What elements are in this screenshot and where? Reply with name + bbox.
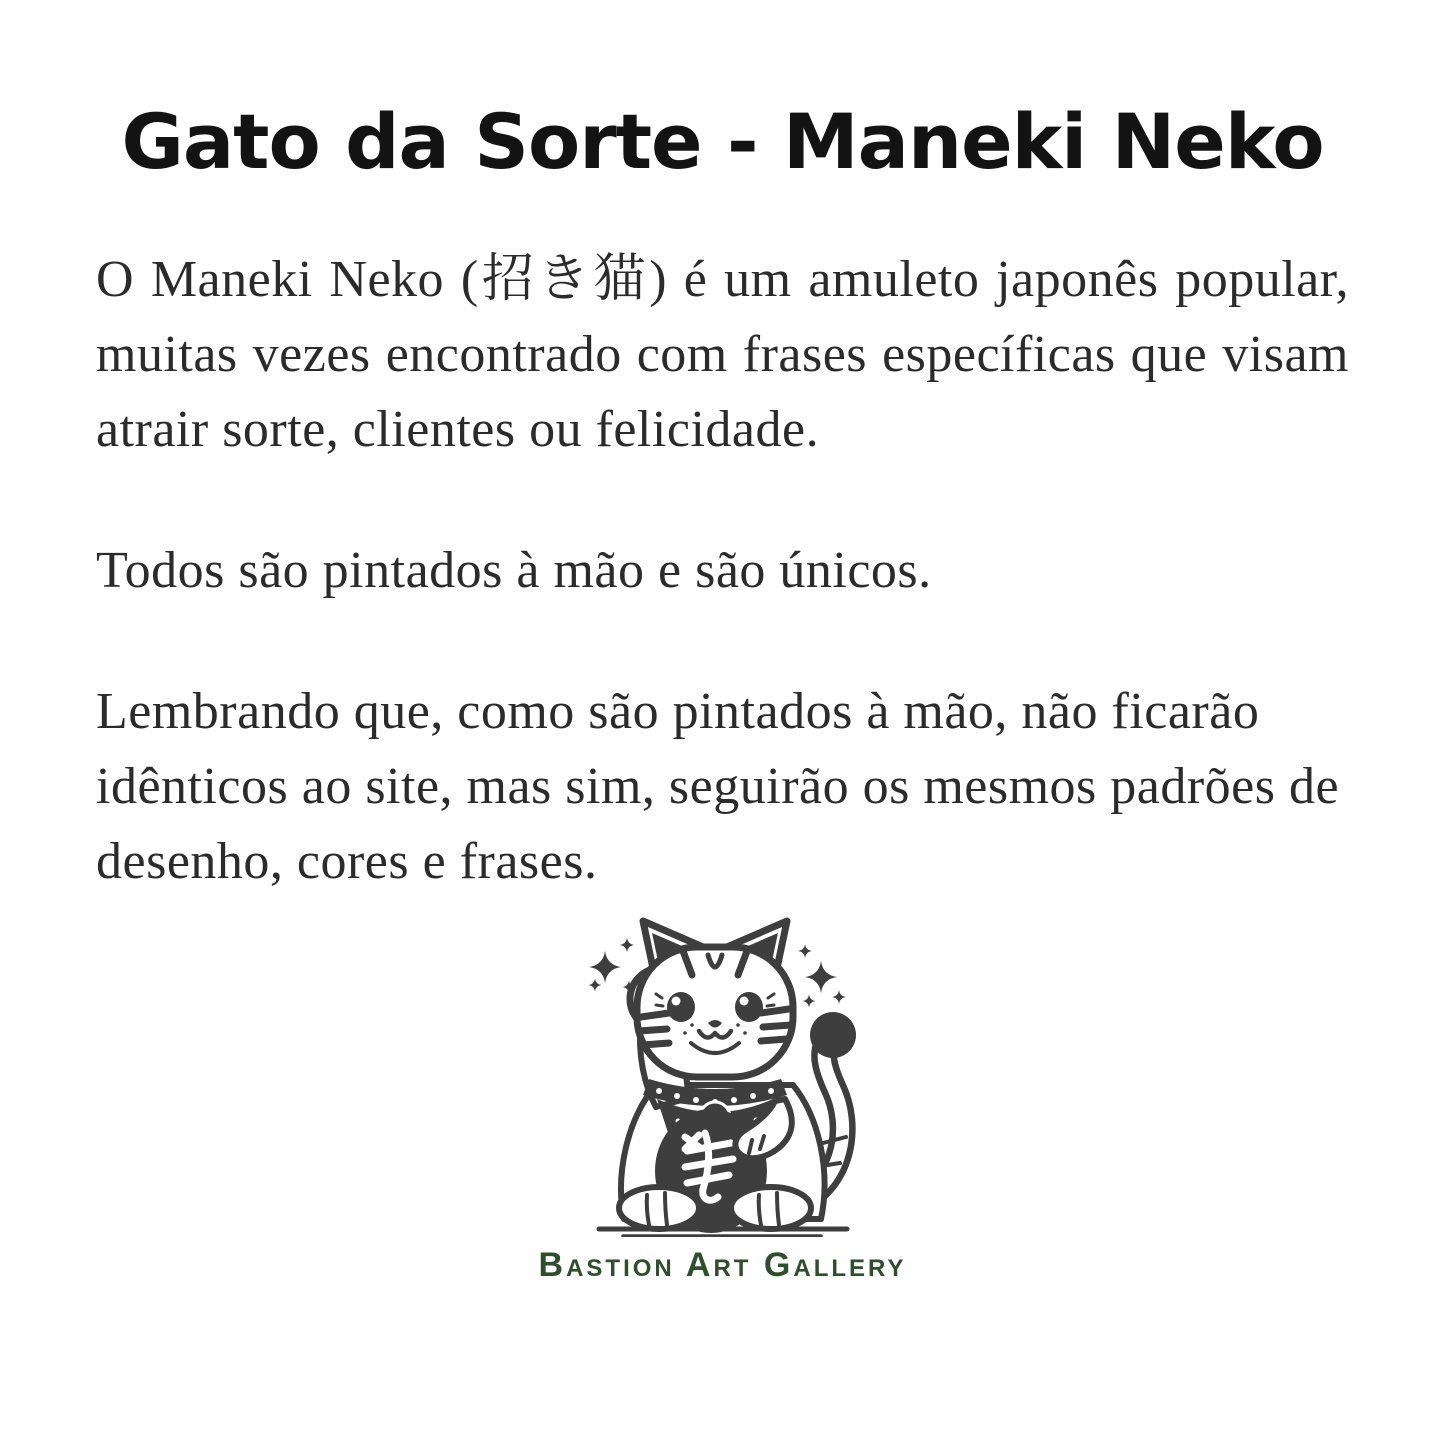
handpainted-paragraph: Todos são pintados à mão e são únicos.: [96, 541, 932, 599]
page-title: Gato da Sorte - Maneki Neko: [121, 97, 1324, 186]
brand-name: Bastion Art Gallery: [538, 1245, 907, 1284]
intro-paragraph: O Maneki Neko (招き猫) é um amuleto japonês popular, muitas vezes encontrado com frases específicas que visam atrair sorte, clientes ou felicidade.: [96, 250, 1349, 458]
disclaimer-paragraph: Lembrando que, como são pintados à mão, não ficarão idênticos ao site, mas sim, seguirão os mesmos padrões de desenho, cores e frases.: [96, 682, 1340, 890]
lucky-cat-drawing: [553, 905, 893, 1237]
maneki-neko-illustration: [96, 905, 1349, 1285]
